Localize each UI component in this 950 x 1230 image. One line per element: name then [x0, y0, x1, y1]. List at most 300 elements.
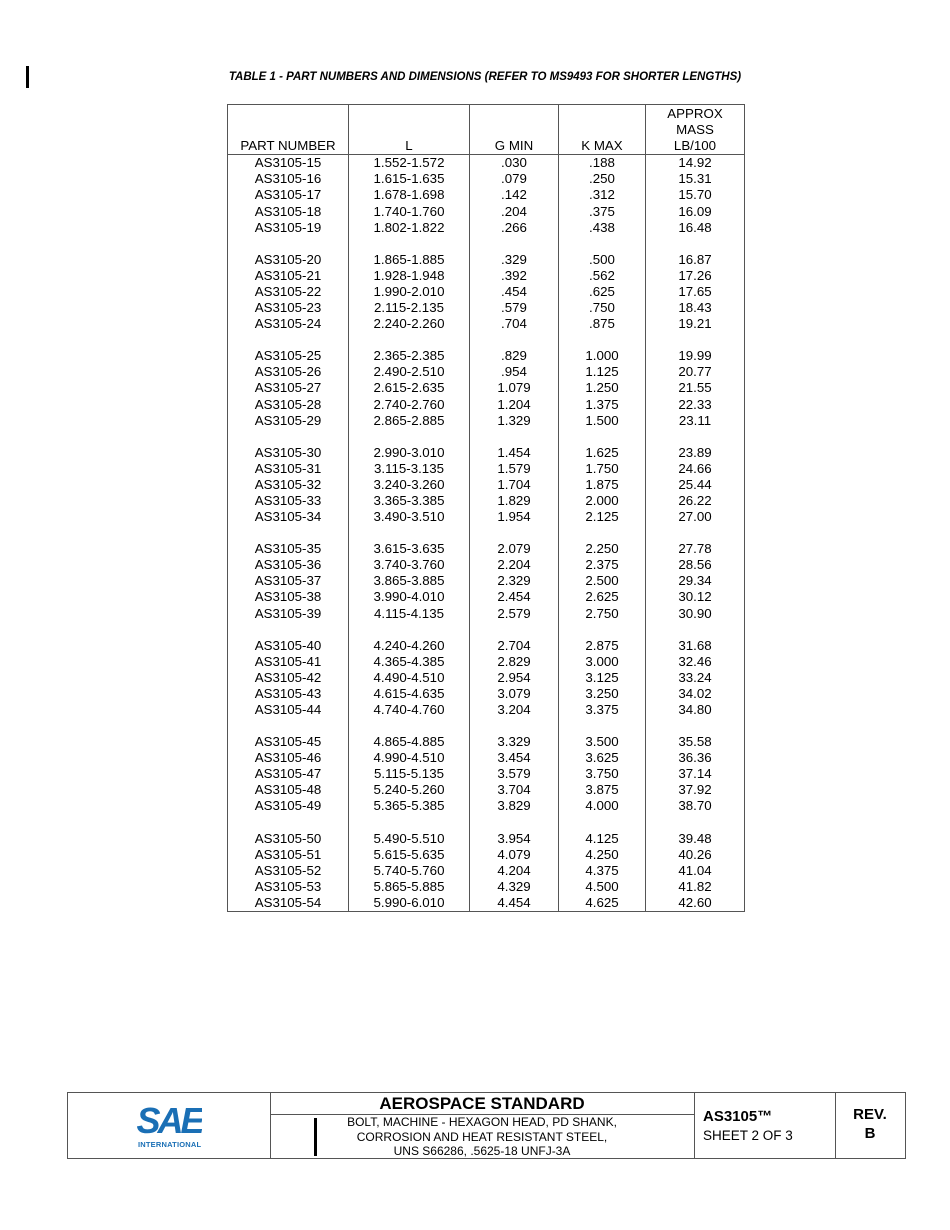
- cell-approx-mass: 16.87: [646, 252, 745, 268]
- cell-k-max: 1.000: [559, 348, 646, 364]
- spacer-cell: [559, 429, 646, 445]
- cell-length: 5.615-5.635: [349, 847, 470, 863]
- cell-length: 5.990-6.010: [349, 895, 470, 912]
- cell-part-number: AS3105-44: [228, 702, 349, 718]
- spacer-cell: [349, 718, 470, 734]
- cell-part-number: AS3105-30: [228, 445, 349, 461]
- cell-length: 4.115-4.135: [349, 606, 470, 622]
- cell-approx-mass: 18.43: [646, 300, 745, 316]
- cell-k-max: .562: [559, 268, 646, 284]
- cell-length: 1.990-2.010: [349, 284, 470, 300]
- cell-approx-mass: 39.48: [646, 831, 745, 847]
- cell-part-number: AS3105-25: [228, 348, 349, 364]
- revision-value: B: [864, 1125, 876, 1142]
- cell-part-number: AS3105-24: [228, 316, 349, 332]
- table-row: [228, 284, 745, 300]
- description-line: BOLT, MACHINE - HEXAGON HEAD, PD SHANK,: [347, 1115, 617, 1129]
- cell-length: 3.240-3.260: [349, 477, 470, 493]
- cell-length: 4.365-4.385: [349, 654, 470, 670]
- cell-approx-mass: 30.90: [646, 606, 745, 622]
- cell-length: 1.740-1.760: [349, 204, 470, 220]
- spacer-cell: [349, 622, 470, 638]
- cell-g-min: 4.204: [470, 863, 559, 879]
- cell-length: 5.115-5.135: [349, 766, 470, 782]
- header-g-min: G MIN: [470, 105, 559, 155]
- cell-length: 2.240-2.260: [349, 316, 470, 332]
- cell-part-number: AS3105-15: [228, 155, 349, 172]
- table-row: [228, 413, 745, 429]
- cell-g-min: 1.079: [470, 380, 559, 396]
- table-row: [228, 541, 745, 557]
- cell-part-number: AS3105-50: [228, 831, 349, 847]
- table-row: [228, 493, 745, 509]
- cell-approx-mass: 16.09: [646, 204, 745, 220]
- table-row: [228, 316, 745, 332]
- cell-length: 5.240-5.260: [349, 782, 470, 798]
- table-row: [228, 863, 745, 879]
- cell-part-number: AS3105-37: [228, 573, 349, 589]
- cell-length: 4.740-4.760: [349, 702, 470, 718]
- cell-length: 3.115-3.135: [349, 461, 470, 477]
- cell-length: 4.615-4.635: [349, 686, 470, 702]
- cell-length: 2.115-2.135: [349, 300, 470, 316]
- cell-g-min: .142: [470, 187, 559, 203]
- cell-part-number: AS3105-53: [228, 879, 349, 895]
- table-row: [228, 895, 745, 912]
- table-row: [228, 252, 745, 268]
- table-row: [228, 750, 745, 766]
- cell-approx-mass: 24.66: [646, 461, 745, 477]
- cell-g-min: 3.454: [470, 750, 559, 766]
- revision-cell: [835, 1093, 905, 1158]
- spacer-cell: [228, 815, 349, 831]
- table-row: [228, 220, 745, 236]
- cell-approx-mass: 15.31: [646, 171, 745, 187]
- cell-approx-mass: 42.60: [646, 895, 745, 912]
- spacer-cell: [228, 718, 349, 734]
- group-spacer: [228, 429, 745, 445]
- group-spacer: [228, 525, 745, 541]
- spacer-cell: [559, 622, 646, 638]
- part-numbers-table: [227, 104, 745, 912]
- cell-k-max: 3.000: [559, 654, 646, 670]
- cell-k-max: 2.000: [559, 493, 646, 509]
- table-row: [228, 606, 745, 622]
- cell-part-number: AS3105-45: [228, 734, 349, 750]
- description-line: CORROSION AND HEAT RESISTANT STEEL,: [356, 1129, 608, 1144]
- logo-cell: [68, 1093, 271, 1158]
- cell-length: 2.615-2.635: [349, 380, 470, 396]
- cell-part-number: AS3105-42: [228, 670, 349, 686]
- spacer-cell: [559, 236, 646, 252]
- cell-k-max: 2.125: [559, 509, 646, 525]
- cell-part-number: AS3105-20: [228, 252, 349, 268]
- spacer-cell: [559, 332, 646, 348]
- cell-part-number: AS3105-27: [228, 380, 349, 396]
- cell-g-min: 3.329: [470, 734, 559, 750]
- cell-k-max: 1.375: [559, 397, 646, 413]
- cell-length: 4.865-4.885: [349, 734, 470, 750]
- group-spacer: [228, 622, 745, 638]
- cell-approx-mass: 37.92: [646, 782, 745, 798]
- cell-k-max: 1.250: [559, 380, 646, 396]
- cell-g-min: 3.579: [470, 766, 559, 782]
- cell-g-min: 1.579: [470, 461, 559, 477]
- cell-approx-mass: 37.14: [646, 766, 745, 782]
- header-approx-mass-label: APPROX MASS LB/100: [667, 106, 723, 154]
- table-body: [228, 155, 745, 912]
- spacer-cell: [228, 236, 349, 252]
- cell-k-max: .625: [559, 284, 646, 300]
- spacer-cell: [470, 622, 559, 638]
- spacer-cell: [349, 236, 470, 252]
- cell-approx-mass: 36.36: [646, 750, 745, 766]
- cell-g-min: 3.079: [470, 686, 559, 702]
- spacer-cell: [349, 525, 470, 541]
- table-row: [228, 445, 745, 461]
- header-length: L: [349, 105, 470, 155]
- cell-k-max: 4.000: [559, 798, 646, 814]
- cell-k-max: .500: [559, 252, 646, 268]
- group-spacer: [228, 815, 745, 831]
- cell-length: 1.802-1.822: [349, 220, 470, 236]
- cell-length: 4.240-4.260: [349, 638, 470, 654]
- spacer-cell: [559, 815, 646, 831]
- cell-k-max: 2.875: [559, 638, 646, 654]
- table-row: [228, 702, 745, 718]
- cell-approx-mass: 19.99: [646, 348, 745, 364]
- cell-approx-mass: 15.70: [646, 187, 745, 203]
- spacer-cell: [646, 236, 745, 252]
- cell-approx-mass: 16.48: [646, 220, 745, 236]
- cell-length: 1.678-1.698: [349, 187, 470, 203]
- cell-g-min: .454: [470, 284, 559, 300]
- cell-length: 3.615-3.635: [349, 541, 470, 557]
- cell-length: 2.740-2.760: [349, 397, 470, 413]
- cell-part-number: AS3105-39: [228, 606, 349, 622]
- sae-logo: [136, 1102, 202, 1136]
- cell-g-min: 3.204: [470, 702, 559, 718]
- cell-length: 5.740-5.760: [349, 863, 470, 879]
- cell-g-min: 1.704: [470, 477, 559, 493]
- table-row: [228, 573, 745, 589]
- cell-part-number: AS3105-38: [228, 589, 349, 605]
- cell-approx-mass: 25.44: [646, 477, 745, 493]
- spacer-cell: [349, 815, 470, 831]
- spacer-cell: [646, 718, 745, 734]
- table-row: [228, 380, 745, 396]
- cell-length: 1.928-1.948: [349, 268, 470, 284]
- cell-approx-mass: 22.33: [646, 397, 745, 413]
- cell-k-max: 1.125: [559, 364, 646, 380]
- cell-approx-mass: 33.24: [646, 670, 745, 686]
- cell-g-min: 4.079: [470, 847, 559, 863]
- cell-k-max: 4.625: [559, 895, 646, 912]
- cell-k-max: 1.500: [559, 413, 646, 429]
- table-row: [228, 397, 745, 413]
- spacer-cell: [228, 332, 349, 348]
- table-row: [228, 766, 745, 782]
- cell-approx-mass: 38.70: [646, 798, 745, 814]
- spacer-cell: [470, 236, 559, 252]
- cell-part-number: AS3105-33: [228, 493, 349, 509]
- cell-g-min: 3.704: [470, 782, 559, 798]
- spacer-cell: [646, 525, 745, 541]
- spacer-cell: [228, 525, 349, 541]
- cell-length: 1.865-1.885: [349, 252, 470, 268]
- cell-k-max: .375: [559, 204, 646, 220]
- cell-g-min: .392: [470, 268, 559, 284]
- table-row: [228, 204, 745, 220]
- description-line: UNS S66286, .5625-18 UNFJ-3A: [393, 1144, 571, 1158]
- cell-part-number: AS3105-16: [228, 171, 349, 187]
- cell-g-min: 1.954: [470, 509, 559, 525]
- cell-k-max: .188: [559, 155, 646, 172]
- cell-k-max: 3.750: [559, 766, 646, 782]
- cell-g-min: .204: [470, 204, 559, 220]
- cell-k-max: 2.375: [559, 557, 646, 573]
- table-header-row: [228, 105, 745, 155]
- cell-part-number: AS3105-32: [228, 477, 349, 493]
- group-spacer: [228, 236, 745, 252]
- cell-part-number: AS3105-43: [228, 686, 349, 702]
- cell-g-min: 4.329: [470, 879, 559, 895]
- spacer-cell: [470, 525, 559, 541]
- cell-g-min: .329: [470, 252, 559, 268]
- spacer-cell: [646, 622, 745, 638]
- header-k-max: K MAX: [559, 105, 646, 155]
- cell-g-min: .030: [470, 155, 559, 172]
- table-row: [228, 879, 745, 895]
- table-row: [228, 638, 745, 654]
- cell-approx-mass: 19.21: [646, 316, 745, 332]
- document-number: AS3105™: [703, 1108, 773, 1125]
- cell-length: 1.615-1.635: [349, 171, 470, 187]
- cell-k-max: .875: [559, 316, 646, 332]
- cell-length: 5.365-5.385: [349, 798, 470, 814]
- cell-part-number: AS3105-29: [228, 413, 349, 429]
- spacer-cell: [646, 815, 745, 831]
- cell-approx-mass: 41.04: [646, 863, 745, 879]
- cell-approx-mass: 32.46: [646, 654, 745, 670]
- cell-length: 5.865-5.885: [349, 879, 470, 895]
- cell-k-max: 3.250: [559, 686, 646, 702]
- cell-g-min: 2.579: [470, 606, 559, 622]
- cell-k-max: .312: [559, 187, 646, 203]
- cell-part-number: AS3105-17: [228, 187, 349, 203]
- cell-k-max: 1.750: [559, 461, 646, 477]
- spacer-cell: [470, 429, 559, 445]
- cell-part-number: AS3105-41: [228, 654, 349, 670]
- table-row: [228, 847, 745, 863]
- cell-g-min: .579: [470, 300, 559, 316]
- cell-k-max: 4.250: [559, 847, 646, 863]
- cell-k-max: 3.625: [559, 750, 646, 766]
- cell-part-number: AS3105-51: [228, 847, 349, 863]
- table-row: [228, 155, 745, 172]
- table-row: [228, 300, 745, 316]
- cell-part-number: AS3105-35: [228, 541, 349, 557]
- cell-g-min: 2.204: [470, 557, 559, 573]
- cell-k-max: 4.125: [559, 831, 646, 847]
- table-row: [228, 187, 745, 203]
- cell-k-max: 2.625: [559, 589, 646, 605]
- cell-k-max: 2.500: [559, 573, 646, 589]
- spacer-cell: [228, 622, 349, 638]
- cell-approx-mass: 27.00: [646, 509, 745, 525]
- spacer-cell: [470, 718, 559, 734]
- table-row: [228, 461, 745, 477]
- cell-approx-mass: 31.68: [646, 638, 745, 654]
- cell-length: 3.865-3.885: [349, 573, 470, 589]
- cell-part-number: AS3105-47: [228, 766, 349, 782]
- cell-part-number: AS3105-26: [228, 364, 349, 380]
- cell-approx-mass: 29.34: [646, 573, 745, 589]
- table-row: [228, 686, 745, 702]
- cell-part-number: AS3105-36: [228, 557, 349, 573]
- cell-part-number: AS3105-52: [228, 863, 349, 879]
- sae-logo-subtitle: INTERNATIONAL: [138, 1140, 202, 1149]
- cell-g-min: 2.454: [470, 589, 559, 605]
- table-row: [228, 364, 745, 380]
- cell-part-number: AS3105-18: [228, 204, 349, 220]
- cell-g-min: 2.829: [470, 654, 559, 670]
- cell-approx-mass: 23.89: [646, 445, 745, 461]
- document-number-cell: [694, 1093, 836, 1158]
- cell-g-min: 1.329: [470, 413, 559, 429]
- cell-g-min: .266: [470, 220, 559, 236]
- cell-length: 2.865-2.885: [349, 413, 470, 429]
- cell-g-min: 2.954: [470, 670, 559, 686]
- document-description: [270, 1115, 694, 1159]
- spacer-cell: [470, 332, 559, 348]
- cell-approx-mass: 26.22: [646, 493, 745, 509]
- cell-k-max: 3.500: [559, 734, 646, 750]
- table-title: TABLE 1 - PART NUMBERS AND DIMENSIONS (REFER TO MS9493 FOR SHORTER LENGTHS): [228, 71, 742, 83]
- group-spacer: [228, 718, 745, 734]
- cell-length: 4.990-4.510: [349, 750, 470, 766]
- spacer-cell: [646, 429, 745, 445]
- table-row: [228, 171, 745, 187]
- cell-length: 2.990-3.010: [349, 445, 470, 461]
- table-row: [228, 734, 745, 750]
- cell-k-max: 4.375: [559, 863, 646, 879]
- cell-k-max: 3.375: [559, 702, 646, 718]
- header-part-number: PART NUMBER: [228, 105, 349, 155]
- cell-approx-mass: 14.92: [646, 155, 745, 172]
- cell-part-number: AS3105-21: [228, 268, 349, 284]
- cell-part-number: AS3105-23: [228, 300, 349, 316]
- cell-g-min: 2.329: [470, 573, 559, 589]
- spacer-cell: [228, 429, 349, 445]
- cell-g-min: 4.454: [470, 895, 559, 912]
- cell-length: 2.490-2.510: [349, 364, 470, 380]
- cell-g-min: .954: [470, 364, 559, 380]
- revision-label: REV.: [853, 1106, 887, 1123]
- cell-length: 1.552-1.572: [349, 155, 470, 172]
- cell-approx-mass: 28.56: [646, 557, 745, 573]
- spacer-cell: [349, 429, 470, 445]
- cell-approx-mass: 30.12: [646, 589, 745, 605]
- spacer-cell: [559, 718, 646, 734]
- cell-g-min: 3.954: [470, 831, 559, 847]
- cell-k-max: .250: [559, 171, 646, 187]
- cell-part-number: AS3105-28: [228, 397, 349, 413]
- spacer-cell: [470, 815, 559, 831]
- cell-g-min: 3.829: [470, 798, 559, 814]
- cell-approx-mass: 34.02: [646, 686, 745, 702]
- spacer-cell: [349, 332, 470, 348]
- cell-length: 3.990-4.010: [349, 589, 470, 605]
- cell-k-max: 2.750: [559, 606, 646, 622]
- cell-k-max: 1.625: [559, 445, 646, 461]
- cell-length: 3.365-3.385: [349, 493, 470, 509]
- cell-k-max: 3.875: [559, 782, 646, 798]
- cell-approx-mass: 20.77: [646, 364, 745, 380]
- cell-length: 2.365-2.385: [349, 348, 470, 364]
- cell-part-number: AS3105-34: [228, 509, 349, 525]
- cell-approx-mass: 34.80: [646, 702, 745, 718]
- cell-part-number: AS3105-40: [228, 638, 349, 654]
- table-row: [228, 670, 745, 686]
- cell-part-number: AS3105-22: [228, 284, 349, 300]
- spacer-cell: [646, 332, 745, 348]
- cell-g-min: .079: [470, 171, 559, 187]
- cell-part-number: AS3105-19: [228, 220, 349, 236]
- header-approx-mass: [646, 105, 745, 155]
- table-row: [228, 831, 745, 847]
- cell-part-number: AS3105-46: [228, 750, 349, 766]
- cell-g-min: .704: [470, 316, 559, 332]
- table-row: [228, 557, 745, 573]
- cell-part-number: AS3105-54: [228, 895, 349, 912]
- table-row: [228, 477, 745, 493]
- sheet-number: SHEET 2 OF 3: [703, 1128, 793, 1143]
- cell-k-max: 2.250: [559, 541, 646, 557]
- description-cell: [270, 1093, 695, 1158]
- cell-length: 4.490-4.510: [349, 670, 470, 686]
- cell-part-number: AS3105-31: [228, 461, 349, 477]
- cell-part-number: AS3105-49: [228, 798, 349, 814]
- table-row: [228, 654, 745, 670]
- cell-approx-mass: 17.65: [646, 284, 745, 300]
- sae-logo-text: SAE: [136, 1102, 202, 1136]
- cell-length: 3.740-3.760: [349, 557, 470, 573]
- table-row: [228, 348, 745, 364]
- cell-g-min: 1.454: [470, 445, 559, 461]
- document-type: AEROSPACE STANDARD: [270, 1093, 694, 1115]
- cell-length: 3.490-3.510: [349, 509, 470, 525]
- spacer-cell: [559, 525, 646, 541]
- cell-k-max: 4.500: [559, 879, 646, 895]
- cell-approx-mass: 21.55: [646, 380, 745, 396]
- cell-k-max: .438: [559, 220, 646, 236]
- cell-g-min: 1.204: [470, 397, 559, 413]
- table-row: [228, 268, 745, 284]
- cell-g-min: 1.829: [470, 493, 559, 509]
- title-block: [67, 1092, 906, 1159]
- cell-approx-mass: 27.78: [646, 541, 745, 557]
- cell-k-max: .750: [559, 300, 646, 316]
- group-spacer: [228, 332, 745, 348]
- cell-approx-mass: 41.82: [646, 879, 745, 895]
- table-row: [228, 589, 745, 605]
- cell-k-max: 3.125: [559, 670, 646, 686]
- cell-approx-mass: 17.26: [646, 268, 745, 284]
- cell-g-min: .829: [470, 348, 559, 364]
- cell-g-min: 2.704: [470, 638, 559, 654]
- cell-length: 5.490-5.510: [349, 831, 470, 847]
